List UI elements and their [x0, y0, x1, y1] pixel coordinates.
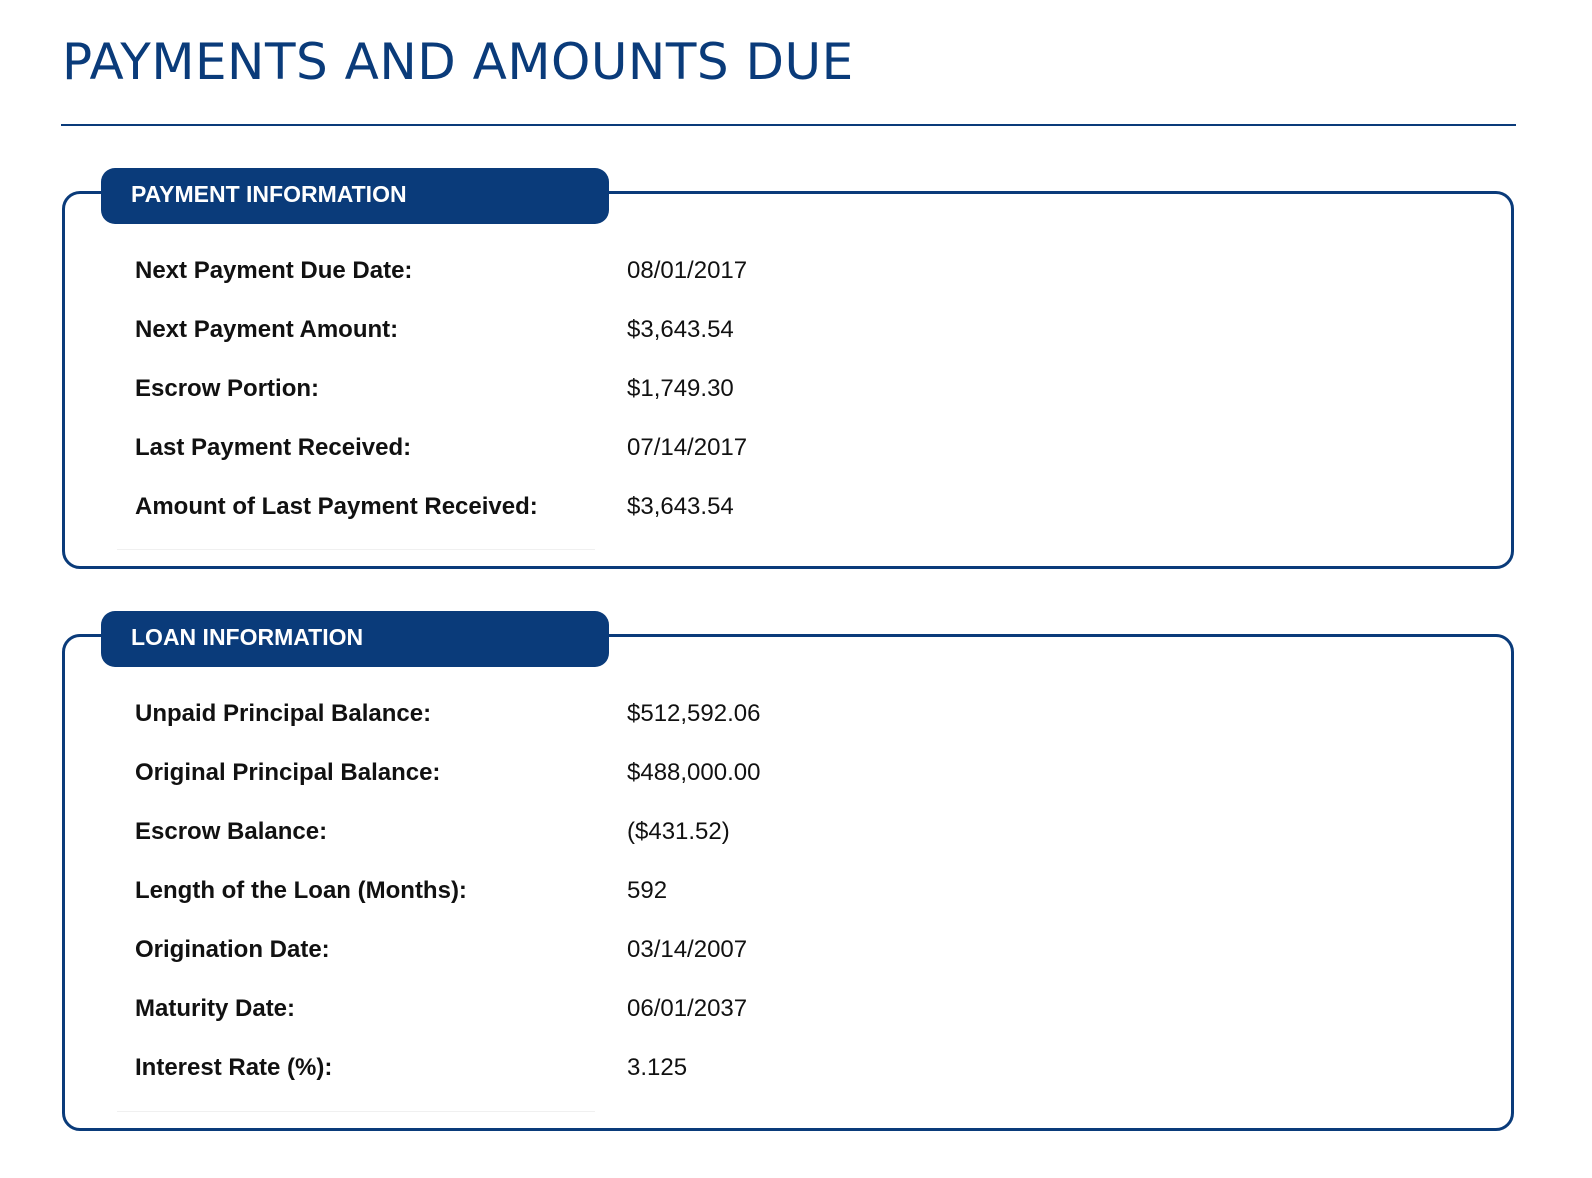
row-label: Interest Rate (%):	[135, 1054, 333, 1081]
row-value: $512,592.06	[627, 700, 761, 727]
row-value: $3,643.54	[627, 493, 734, 520]
row-value: $488,000.00	[627, 759, 761, 786]
escrow-balance-row	[135, 802, 1491, 861]
row-value: $3,643.54	[627, 316, 734, 343]
row-value: 07/14/2017	[627, 434, 748, 461]
row-label: Next Payment Due Date:	[135, 257, 413, 284]
row-label: Origination Date:	[135, 936, 330, 963]
payment-information-heading: PAYMENT INFORMATION	[101, 168, 609, 224]
row-label: Escrow Balance:	[135, 818, 328, 845]
next-payment-amount-row	[135, 300, 1491, 359]
row-value: 06/01/2037	[627, 995, 748, 1022]
row-label: Length of the Loan (Months):	[135, 877, 467, 904]
row-label: Escrow Portion:	[135, 375, 320, 402]
table-bottom-divider	[117, 549, 595, 550]
page-title: PAYMENTS AND AMOUNTS DUE	[62, 33, 854, 91]
row-label: Unpaid Principal Balance:	[135, 700, 432, 727]
row-value: 3.125	[627, 1054, 688, 1081]
title-divider	[61, 124, 1516, 126]
unpaid-principal-balance-row	[135, 684, 1491, 743]
loan-information-rows	[135, 684, 1491, 1097]
payment-information-panel	[62, 181, 1514, 569]
last-payment-received-row	[135, 418, 1491, 477]
escrow-portion-row	[135, 359, 1491, 418]
row-value: $1,749.30	[627, 375, 734, 402]
table-bottom-divider	[117, 1111, 595, 1112]
row-label: Last Payment Received:	[135, 434, 412, 461]
row-value: 592	[627, 877, 668, 904]
original-principal-balance-row	[135, 743, 1491, 802]
amount-of-last-payment-row	[135, 477, 1491, 536]
row-value: 08/01/2017	[627, 257, 748, 284]
row-label: Original Principal Balance:	[135, 759, 441, 786]
loan-information-panel	[62, 624, 1514, 1131]
next-payment-due-date-row	[135, 241, 1491, 300]
origination-date-row	[135, 920, 1491, 979]
row-value: ($431.52)	[627, 818, 730, 845]
row-value: 03/14/2007	[627, 936, 748, 963]
loan-information-heading: LOAN INFORMATION	[101, 611, 609, 667]
maturity-date-row	[135, 979, 1491, 1038]
row-label: Maturity Date:	[135, 995, 296, 1022]
row-label: Amount of Last Payment Received:	[135, 493, 538, 520]
interest-rate-row	[135, 1038, 1491, 1097]
loan-length-row	[135, 861, 1491, 920]
row-label: Next Payment Amount:	[135, 316, 399, 343]
payment-information-rows	[135, 241, 1491, 536]
